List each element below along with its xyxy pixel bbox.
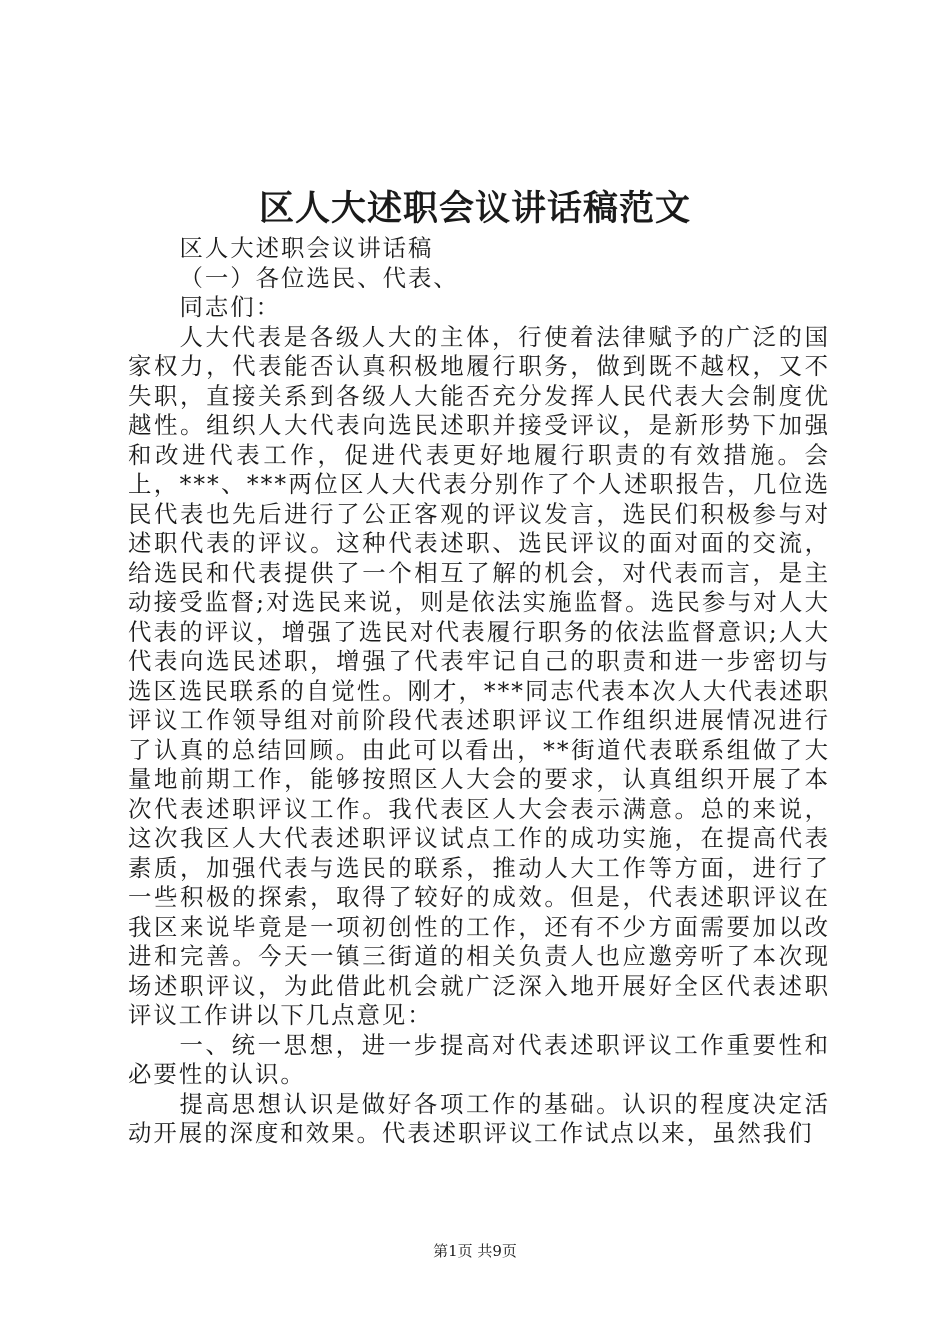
document-body xyxy=(128,234,830,1149)
paragraph-heading-one: 一、统一思想，进一步提高对代表述职评议工作重要性和必要性的认识。 xyxy=(128,1030,830,1088)
paragraph-section-marker: （一）各位选民、代表、 xyxy=(179,263,459,292)
paragraph-continuation: 提高思想认识是做好各项工作的基础。认识的程度决定活动开展的深度和效果。代表述职评议工作试点以来，虽然我们 xyxy=(128,1089,830,1147)
document-title: 区人大述职会议讲话稿范文 xyxy=(258,188,691,229)
paragraph-subtitle: 区人大述职会议讲话稿 xyxy=(179,234,434,262)
paragraph-main: 人大代表是各级人大的主体，行使着法律赋予的广泛的国家权力，代表能否认真积极地履行职务，做到既不越权，又不失职，直接关系到各级人大能否充分发挥人民代表大会制度优越性。组织人大代表向选民述职并接受评议，是新形势下加强和改进代表工作，促进代表更好地履行职责的有效措施。会上，***、***两位区人大代表分别作了个人述职报告，几位选民代表也先后进行了公正客观的评议发言，选民们积极参与对述职代表的评议。这种代表述职、选民评议的面对面的交流，给选民和代表提供了一个相互了解的机会，对代表而言，是主动接受监督;对选民来说，则是依法实施监督。选民参与对人大代表的评议，增强了选民对代表履行职务的依法监督意识;人大代表向选民述职，增强了代表牢记自己的职责和进一步密切与选区选民联系的自觉性。刚才，***同志代表本次人大代表述职评议工作领导组对前阶段代表述职评议工作组织进展情况进行了认真的总结回顾。由此可以看出，**街道代表联系组做了大量地前期工作，能够按照区人大会的要求，认真组织开展了本次代表述职评议工作。我代表区人大会表示满意。总的来说，这次我区人大代表述职评议试点工作的成功实施，在提高代表素质，加强代表与选民的联系，推动人大工作等方面，进行了一些积极的探索，取得了较好的成效。但是，代表述职评议在我区来说毕竟是一项初创性的工作，还有不少方面需要加以改进和完善。今天一镇三街道的相关负责人也应邀旁听了本次现场述职评议，为此借此机会就广泛深入地开展好全区代表述职评议工作讲以下几点意见： xyxy=(128,322,830,1029)
paragraph-salutation: 同志们： xyxy=(179,293,282,321)
page-footer: 第1页 共9页 xyxy=(433,1242,517,1260)
